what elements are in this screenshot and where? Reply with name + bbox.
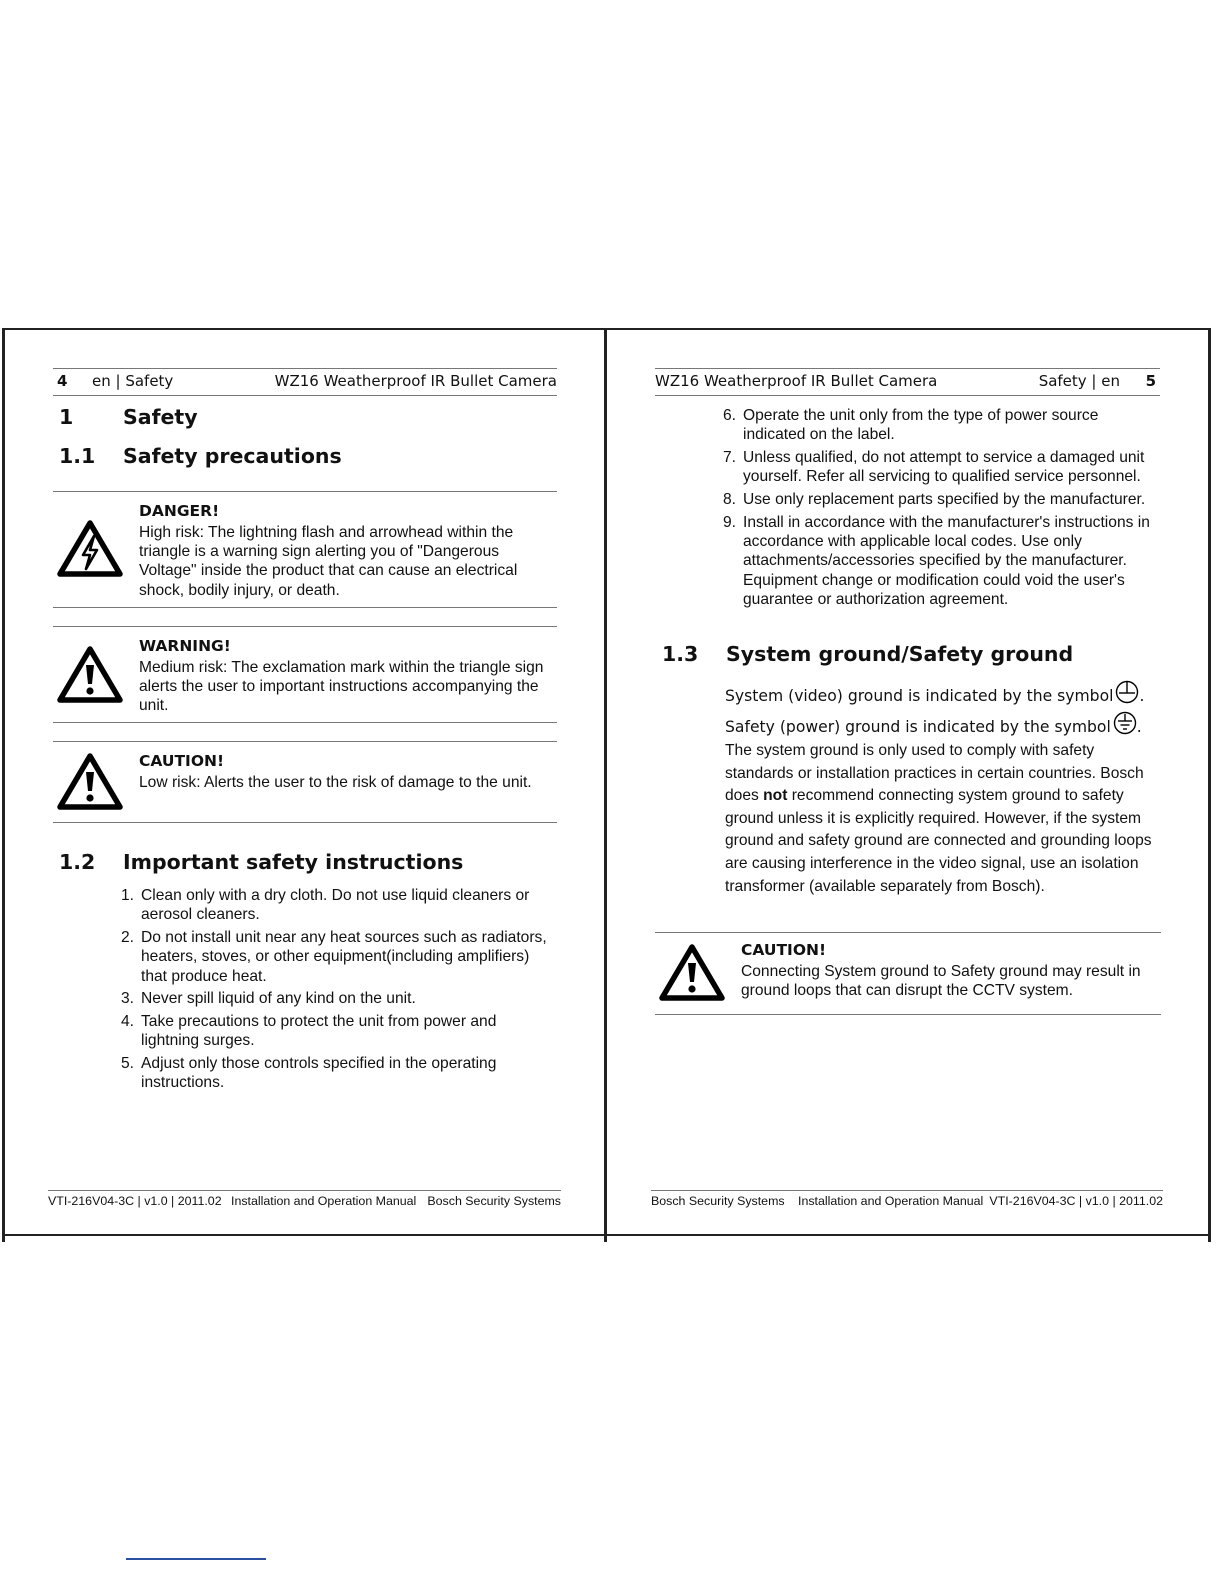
item-text: Never spill liquid of any kind on the unit. — [141, 990, 416, 1008]
header-section: Safety | en — [1038, 372, 1120, 390]
page-number: 4 — [57, 372, 68, 390]
list-item — [723, 513, 1163, 609]
item-number: 6. — [723, 407, 737, 424]
chapter-number: 1 — [59, 405, 74, 429]
item-text: Take precautions to protect the unit from power and lightning surges. — [141, 1012, 497, 1050]
protective-ground-symbol-icon — [1113, 711, 1137, 735]
footer-doc-id: VTI-216V04-3C | v1.0 | 2011.02 — [989, 1194, 1163, 1208]
caution-notice — [655, 932, 1161, 1015]
item-number: 1. — [121, 887, 135, 904]
item-number: 5. — [121, 1054, 135, 1072]
footer-manual: Installation and Operation Manual — [231, 1194, 417, 1208]
header-product: WZ16 Weatherproof IR Bullet Camera — [274, 372, 557, 390]
item-text: Unless qualified, do not attempt to service a damaged unit yourself. Refer all servicing to qualified service personnel. — [743, 448, 1145, 486]
item-text: Do not install unit near any heat sources such as radiators, heaters, stoves, or other equipment(including amplifiers) that produce heat. — [141, 928, 547, 985]
header-product: WZ16 Weatherproof IR Bullet Camera — [655, 372, 938, 390]
signal-ground-symbol-icon — [1115, 680, 1139, 704]
right-page — [608, 330, 1208, 1234]
section-title: Safety precautions — [123, 444, 342, 468]
emphasis-text: not — [763, 787, 788, 805]
exclamation-warning-icon — [659, 943, 725, 1001]
list-item — [121, 886, 557, 925]
footer-company: Bosch Security Systems — [427, 1194, 561, 1208]
danger-notice — [53, 491, 557, 608]
notice-body: Connecting System ground to Safety ground may result in ground loops that can disrupt the CCTV system. — [741, 963, 1141, 1000]
notice-body: Low risk: Alerts the user to the risk of damage to the unit. — [139, 774, 532, 791]
left-page — [5, 330, 605, 1234]
list-item — [723, 406, 1163, 445]
page-footer — [651, 1190, 1163, 1209]
safety-ground-line: Safety (power) ground is indicated by the symbol . — [725, 711, 1142, 736]
notice-body: Medium risk: The exclamation mark within the triangle sign alerts the user to important instructions accompanying the unit. — [139, 659, 544, 715]
page-footer — [48, 1190, 561, 1209]
paragraph-text: recommend connecting system ground to safety ground unless it is explicitly required. However, if the system ground and safety ground are connected and grounding loops are causing interference in the video signal, use an isolation transformer (available separately from Bosch). — [725, 787, 1152, 895]
item-text: Use only replacement parts specified by the manufacturer. — [743, 490, 1146, 508]
notice-body: High risk: The lightning flash and arrowhead within the triangle is a warning sign alerting you of "Dangerous Voltage" inside the product that can cause an electrical shock, bodily injury, or death. — [139, 524, 518, 599]
list-item — [121, 989, 557, 1008]
system-ground-line: System (video) ground is indicated by the symbol . — [725, 680, 1144, 705]
page-header — [655, 368, 1160, 396]
stray-underline-mark — [126, 1558, 266, 1560]
safety-ground-text: Safety (power) ground is indicated by the symbol — [725, 718, 1111, 736]
section-title: System ground/Safety ground — [726, 642, 1074, 666]
list-item — [121, 1054, 557, 1093]
lightning-warning-icon — [57, 519, 123, 577]
item-text: Install in accordance with the manufacturer's instructions in accordance with applicable local codes. Use only attachments/accessories specified by the manufacturer. Equipment change or modification could void the user's guarantee or authorization agreement. — [743, 513, 1150, 608]
section-number: 1.2 — [59, 850, 96, 874]
footer-doc-id: VTI-216V04-3C | v1.0 | 2011.02 — [48, 1194, 222, 1208]
page-header — [53, 368, 557, 396]
exclamation-warning-icon — [57, 645, 123, 703]
item-number: 3. — [121, 990, 135, 1008]
notice-title: CAUTION! — [741, 941, 827, 959]
safety-instructions-list-continued — [723, 406, 1163, 613]
safety-instructions-list — [121, 886, 557, 1096]
item-number: 4. — [121, 1012, 135, 1030]
caution-notice — [53, 741, 557, 823]
ground-explanation-paragraph — [725, 740, 1159, 898]
list-item — [723, 448, 1163, 487]
system-ground-text: System (video) ground is indicated by the symbol — [725, 687, 1114, 705]
footer-manual: Installation and Operation Manual — [798, 1194, 984, 1208]
notice-title: CAUTION! — [139, 752, 225, 770]
footer-company: Bosch Security Systems — [651, 1194, 785, 1208]
item-number: 2. — [121, 928, 135, 946]
notice-title: DANGER! — [139, 502, 220, 520]
section-number: 1.3 — [662, 642, 699, 666]
warning-notice — [53, 626, 557, 723]
section-number: 1.1 — [59, 444, 96, 468]
section-title: Important safety instructions — [123, 850, 464, 874]
page-number: 5 — [1145, 372, 1156, 390]
list-item — [121, 1012, 557, 1051]
item-number: 9. — [723, 513, 737, 531]
item-text: Clean only with a dry cloth. Do not use liquid cleaners or aerosol cleaners. — [141, 887, 530, 924]
item-number: 8. — [723, 490, 737, 508]
paragraph-text: The system ground is only used to comply with safety standards or installation practices in certain countries. Bosch does — [725, 742, 1144, 805]
list-item — [121, 928, 557, 986]
notice-title: WARNING! — [139, 637, 231, 655]
spread-right-border — [1208, 328, 1211, 1242]
item-text: Operate the unit only from the type of power source indicated on the label. — [743, 407, 1099, 444]
item-number: 7. — [723, 448, 737, 466]
header-section: en | Safety — [92, 372, 174, 390]
exclamation-warning-icon — [57, 752, 123, 810]
item-text: Adjust only those controls specified in the operating instructions. — [141, 1054, 497, 1092]
chapter-title: Safety — [123, 405, 198, 429]
list-item — [723, 490, 1163, 509]
